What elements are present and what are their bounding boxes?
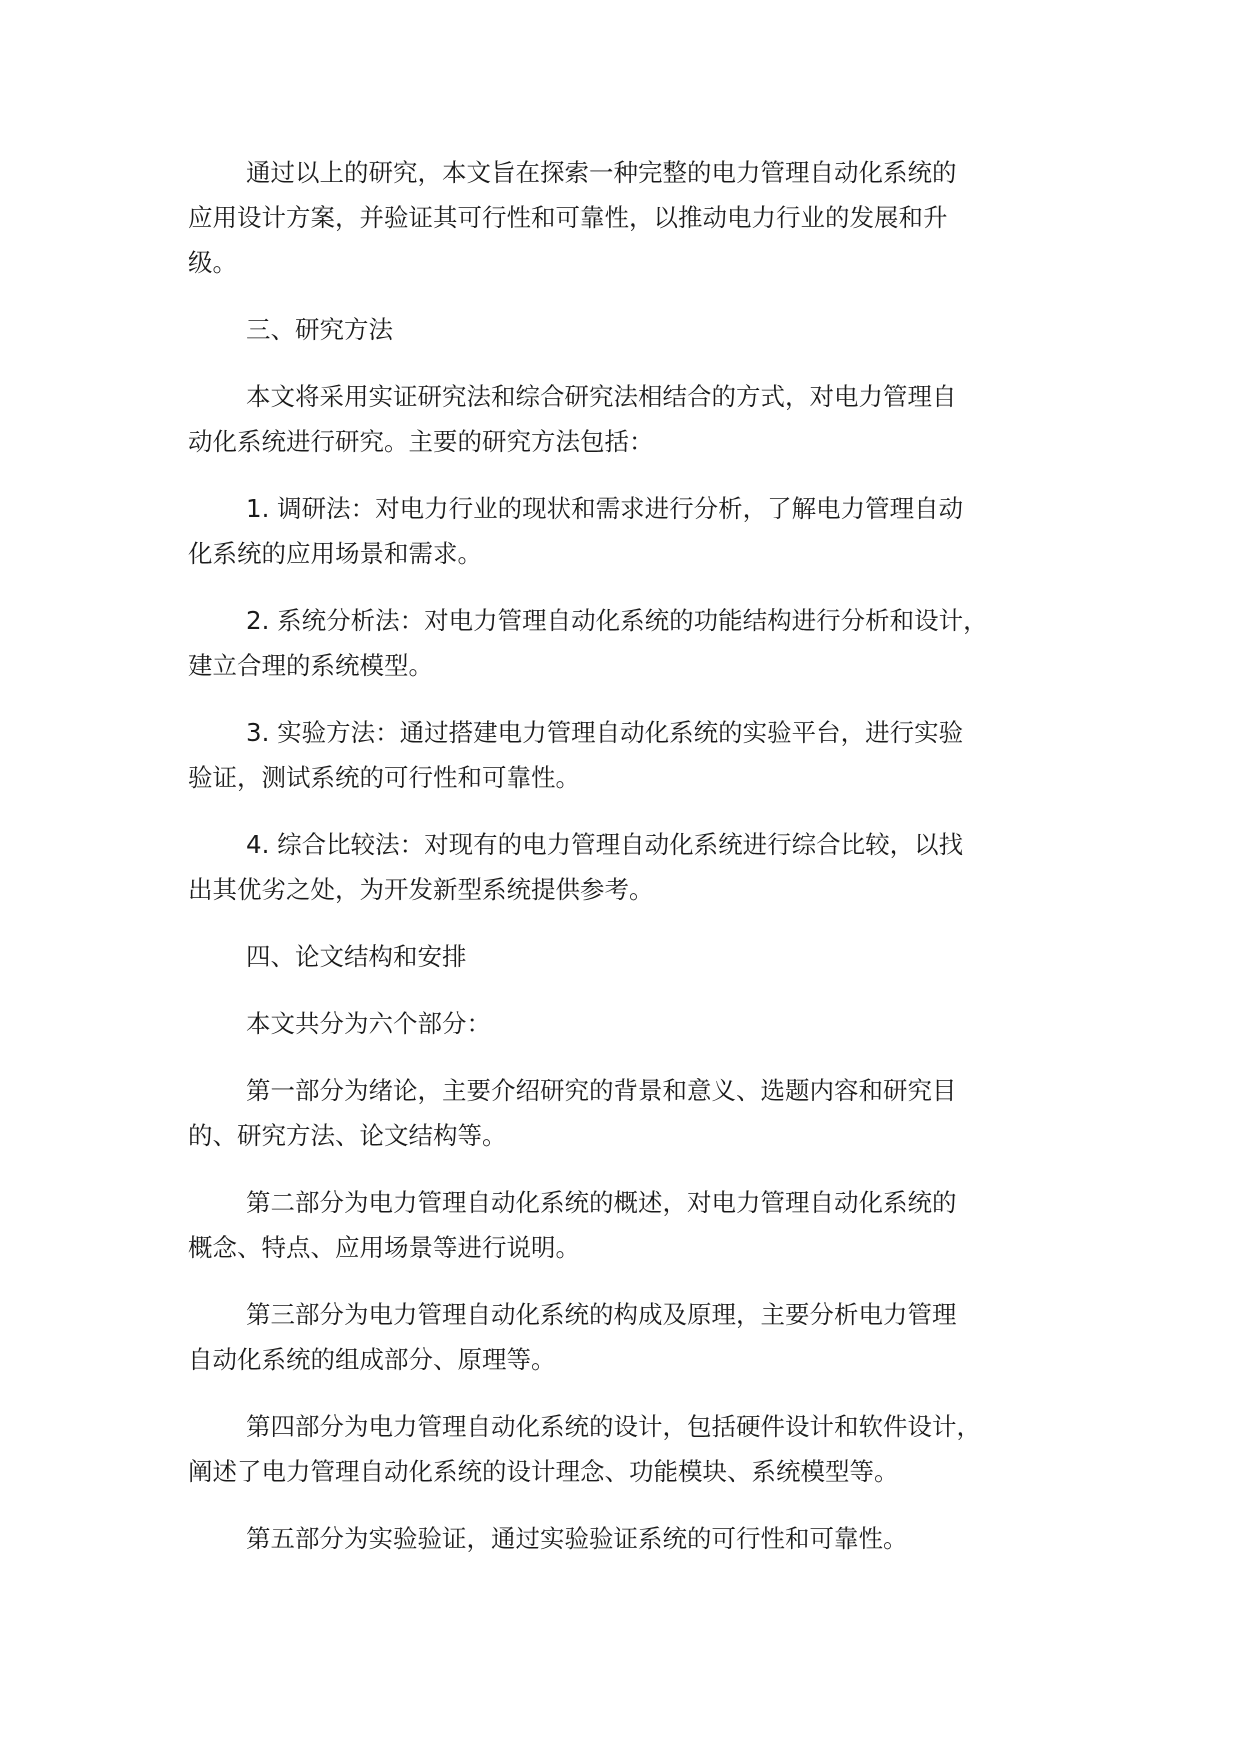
document-body xyxy=(188,150,1088,1583)
text-line: 本文共分为六个部分： xyxy=(246,1009,491,1038)
text-line: 验证，测试系统的可行性和可靠性。 xyxy=(188,763,580,792)
text-line: 应用设计方案，并验证其可行性和可靠性，以推动电力行业的发展和升 xyxy=(188,203,948,232)
text-line: 阐述了电力管理自动化系统的设计理念、功能模块、系统模型等。 xyxy=(188,1457,899,1486)
paragraph-part-five xyxy=(188,1516,1088,1561)
heading-text: 四、论文结构和安排 xyxy=(246,942,467,971)
text-line: 化系统的应用场景和需求。 xyxy=(188,539,482,568)
paragraph-part-one xyxy=(188,1068,1088,1158)
text-line: 级。 xyxy=(188,248,237,277)
text-line: 3. 实验方法：通过搭建电力管理自动化系统的实验平台，进行实验 xyxy=(246,718,964,747)
paragraph-part-two xyxy=(188,1180,1088,1270)
text-line: 4. 综合比较法：对现有的电力管理自动化系统进行综合比较，以找 xyxy=(246,830,964,859)
text-line: 第五部分为实验验证，通过实验验证系统的可行性和可靠性。 xyxy=(246,1524,908,1553)
list-item-system-analysis xyxy=(188,598,1088,688)
text-line: 自动化系统的组成部分、原理等。 xyxy=(188,1345,556,1374)
paragraph-part-three xyxy=(188,1292,1088,1382)
section-heading-thesis-structure xyxy=(188,934,1088,979)
paragraph-methods-intro xyxy=(188,374,1088,464)
text-line: 第三部分为电力管理自动化系统的构成及原理，主要分析电力管理 xyxy=(246,1300,957,1329)
heading-text: 三、研究方法 xyxy=(246,315,393,344)
list-item-comparison-method xyxy=(188,822,1088,912)
text-line: 通过以上的研究，本文旨在探索一种完整的电力管理自动化系统的 xyxy=(246,158,957,187)
text-line: 第二部分为电力管理自动化系统的概述，对电力管理自动化系统的 xyxy=(246,1188,957,1217)
text-line: 本文将采用实证研究法和综合研究法相结合的方式，对电力管理自 xyxy=(246,382,957,411)
text-line: 第一部分为绪论，主要介绍研究的背景和意义、选题内容和研究目 xyxy=(246,1076,957,1105)
paragraph-part-four xyxy=(188,1404,1088,1494)
text-line: 概念、特点、应用场景等进行说明。 xyxy=(188,1233,580,1262)
text-line: 2. 系统分析法：对电力管理自动化系统的功能结构进行分析和设计， xyxy=(246,606,988,635)
text-line: 建立合理的系统模型。 xyxy=(188,651,433,680)
text-line: 动化系统进行研究。主要的研究方法包括： xyxy=(188,427,654,456)
text-line: 出其优劣之处，为开发新型系统提供参考。 xyxy=(188,875,654,904)
list-item-survey-method xyxy=(188,486,1088,576)
text-line: 的、研究方法、论文结构等。 xyxy=(188,1121,507,1150)
list-item-experiment-method xyxy=(188,710,1088,800)
paragraph-research-aim xyxy=(188,150,1088,285)
section-heading-research-methods xyxy=(188,307,1088,352)
text-line: 1. 调研法：对电力行业的现状和需求进行分析，了解电力管理自动 xyxy=(246,494,964,523)
paragraph-structure-intro xyxy=(188,1001,1088,1046)
text-line: 第四部分为电力管理自动化系统的设计，包括硬件设计和软件设计， xyxy=(246,1412,981,1441)
